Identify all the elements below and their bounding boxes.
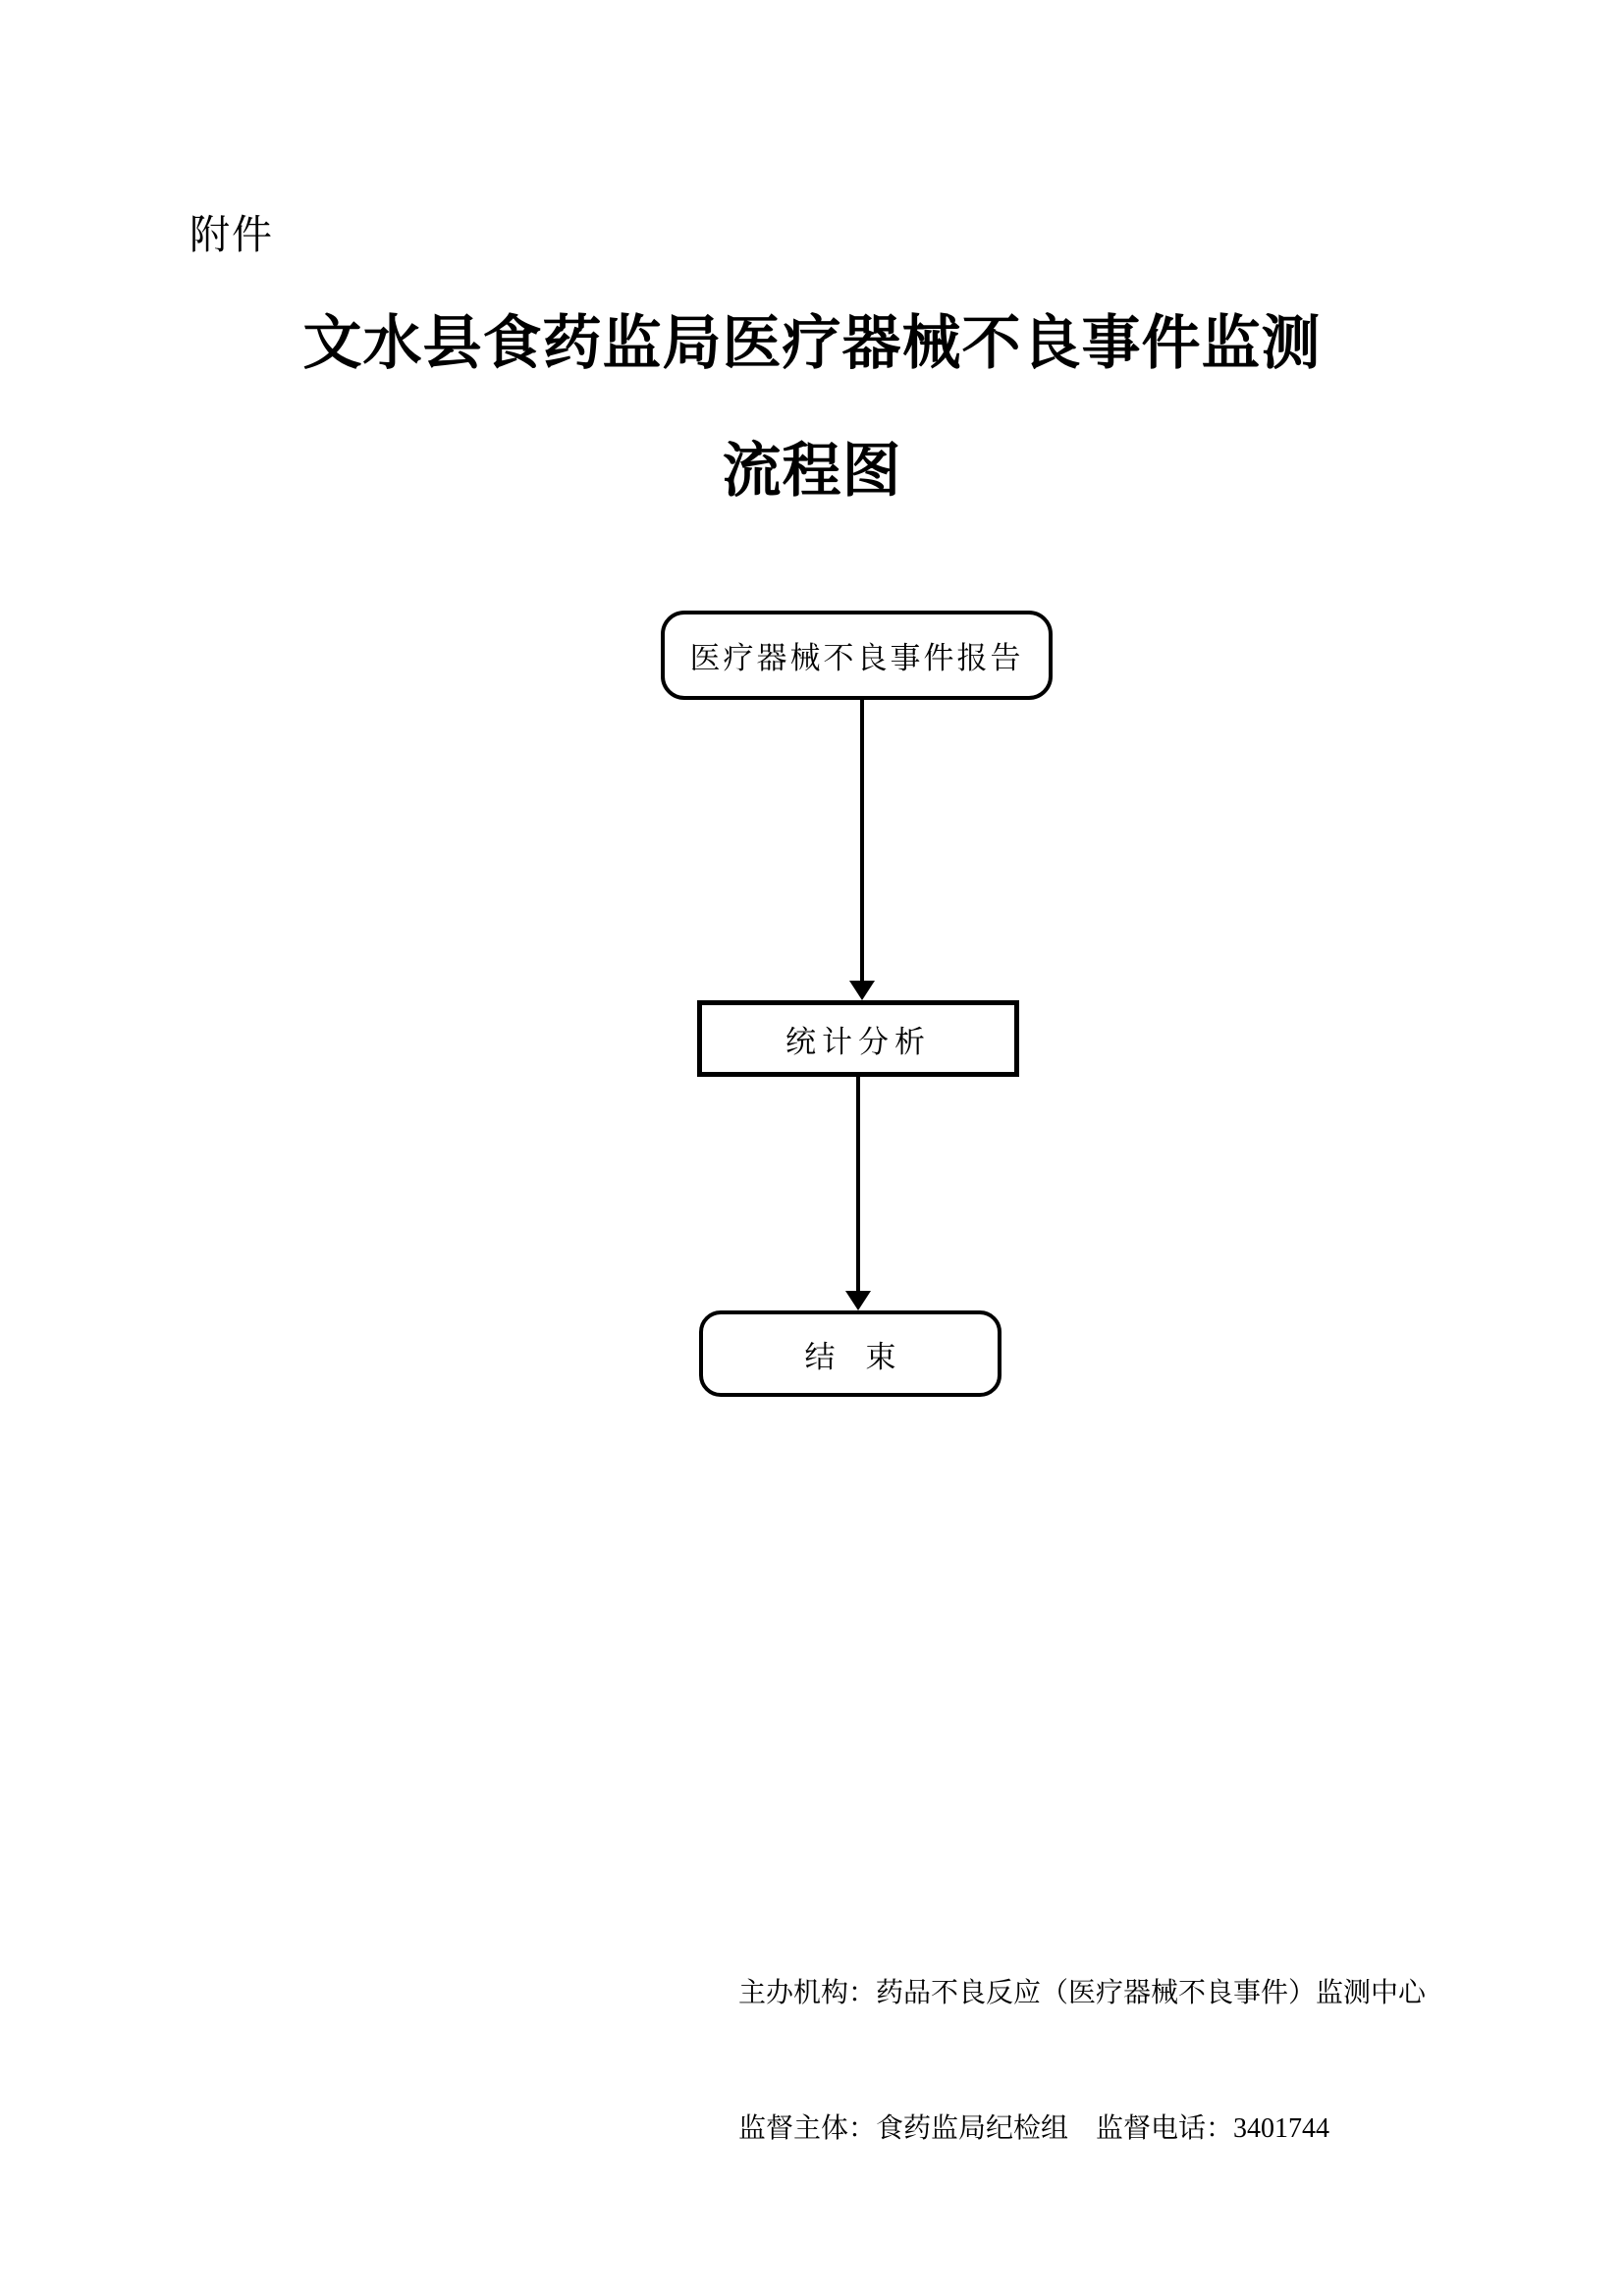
footer-supervisor-line: 监督主体：食药监局纪检组 监督电话：3401744 [738, 2113, 1330, 2144]
footer-organizer-line: 主办机构：药品不良反应（医疗器械不良事件）监测中心 [738, 1978, 1427, 2008]
flow-arrow-1-arrowhead-icon [849, 981, 875, 1000]
flow-arrow-2-line [856, 1077, 860, 1292]
footer [738, 1881, 1426, 2242]
flow-arrow-2-arrowhead-icon [845, 1291, 871, 1310]
page-title-line-1: 文水县食药监局医疗器械不良事件监测 [302, 311, 1322, 376]
page-title [0, 280, 1624, 535]
attachment-label: 附件 [189, 212, 274, 257]
flow-arrow-1-line [860, 700, 864, 982]
flow-node-statistical-analysis: 统计分析 [697, 1000, 1019, 1077]
flow-node-end: 结 束 [699, 1310, 1001, 1397]
flow-node-adverse-event-report: 医疗器械不良事件报告 [661, 611, 1053, 700]
page-title-line-2: 流程图 [722, 439, 902, 504]
